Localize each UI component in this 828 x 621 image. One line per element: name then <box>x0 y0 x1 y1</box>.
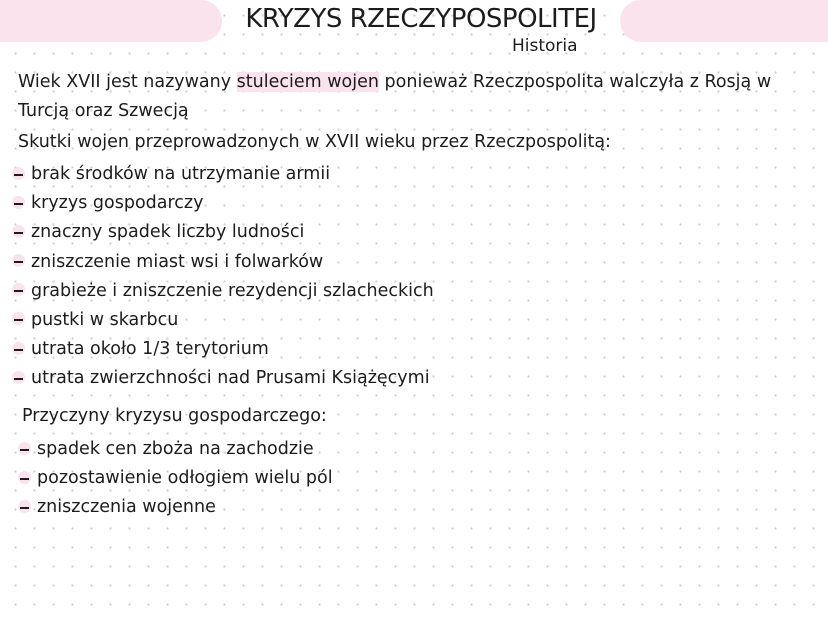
bullet-dash <box>14 256 25 267</box>
list-item <box>20 435 333 464</box>
bullet-dash <box>20 502 31 513</box>
list-item <box>14 306 434 335</box>
list-item-text: utrata zwierzchności nad Prusami Książęcymi <box>31 368 430 389</box>
subject-label: Historia <box>512 36 578 56</box>
list-item <box>20 493 333 522</box>
header-banner-left <box>0 0 222 42</box>
causes-list <box>20 435 333 523</box>
list-item <box>14 248 434 277</box>
bullet-dash <box>14 344 25 355</box>
list-item <box>14 364 434 393</box>
list-item-text: grabieże i zniszczenie rezydencji szlacheckich <box>31 280 434 301</box>
list-item <box>14 218 434 247</box>
intro-text-start: Wiek XVII jest nazywany <box>18 72 237 92</box>
list-item <box>14 277 434 306</box>
intro-paragraph <box>18 68 808 126</box>
header-banner-right <box>620 0 828 42</box>
page-title: KRYZYS RZECZYPOSPOLITEJ <box>245 4 597 34</box>
bullet-dash <box>14 198 25 209</box>
list-item <box>14 160 434 189</box>
bullet-dash <box>14 227 25 238</box>
effects-title: Skutki wojen przeprowadzonych w XVII wieku przez Rzeczpospolitą: <box>18 132 611 152</box>
list-item-text: pozostawienie odłogiem wielu pól <box>37 468 333 489</box>
intro-text-end: ponieważ Rzeczpospolita walczyła z Rosją w Turcją oraz Szwecją <box>18 72 772 121</box>
list-item-text: zniszczenie miast wsi i folwarków <box>31 251 324 272</box>
list-item <box>14 189 434 218</box>
list-item-text: spadek cen zboża na zachodzie <box>37 439 314 459</box>
bullet-dash <box>14 314 25 325</box>
list-item-text: utrata około 1/3 terytorium <box>31 339 269 360</box>
list-item <box>20 464 333 493</box>
list-item-text: pustki w skarbcu <box>31 309 179 330</box>
bullet-dash <box>20 473 31 484</box>
list-item <box>14 335 434 364</box>
bullet-dash <box>14 285 25 296</box>
bullet-dash <box>14 373 25 384</box>
effects-list <box>14 160 434 394</box>
list-item-text: brak środków na utrzymanie armii <box>31 164 331 184</box>
list-item-text: kryzys gospodarczy <box>31 193 204 214</box>
list-item-text: znaczny spadek liczby ludności <box>31 222 305 243</box>
bullet-dash <box>14 169 25 180</box>
list-item-text: zniszczenia wojenne <box>37 497 216 518</box>
causes-title: Przyczyny kryzysu gospodarczego: <box>22 406 327 426</box>
bullet-dash <box>20 444 31 455</box>
intro-highlight: stuleciem wojen <box>236 72 379 92</box>
